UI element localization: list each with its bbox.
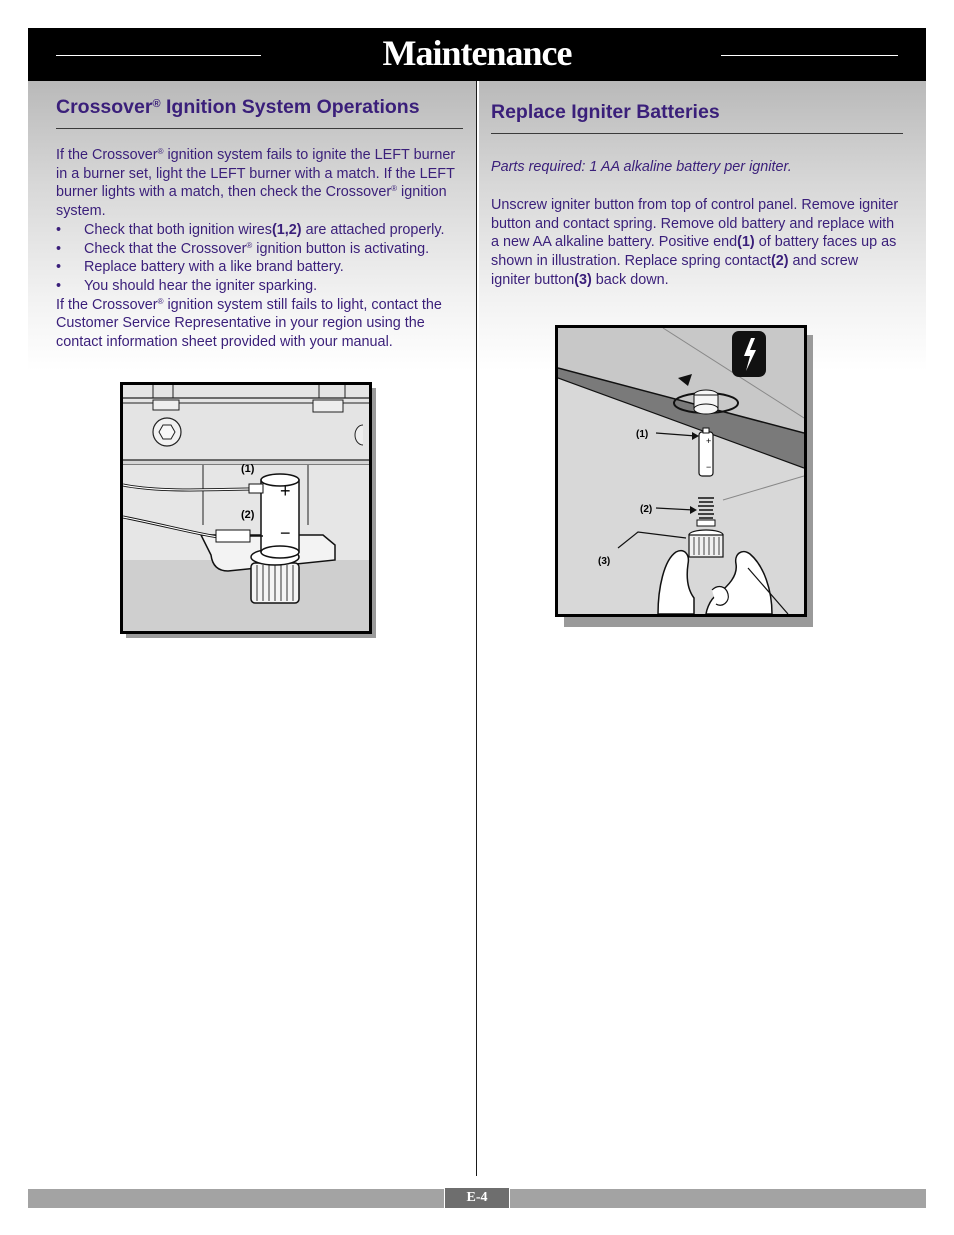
- heading-text: Crossover: [56, 96, 153, 118]
- plus-symbol: +: [706, 436, 712, 446]
- figure-label-2: (2): [640, 504, 653, 515]
- figure-label-1: (1): [241, 463, 255, 475]
- figure-frame: [120, 382, 372, 634]
- intro-paragraph: If the Crossover® ignition system fails to ignite the LEFT burner in a burner set, light the LEFT burner with a match. If the LEFT burner lights with a match, then check the Crossover® ignition system.: [56, 147, 456, 220]
- list-item: • Replace battery with a like brand battery.: [56, 258, 466, 277]
- check-list: [56, 221, 466, 296]
- minus-symbol: −: [280, 523, 291, 543]
- left-section-heading: [56, 96, 420, 119]
- column-divider: [476, 81, 477, 1176]
- replace-instructions: Unscrew igniter button from top of control panel. Remove igniter button and contact spring. Remove old battery and replace with a new AA alkaline battery. Positive end(1) of battery faces up as shown in illustration. Replace spring contact(2) and screw igniter button(3) back down.: [491, 197, 899, 288]
- figure-frame: [555, 325, 807, 617]
- figure-label-1: (1): [636, 429, 649, 440]
- figure-label-3: (3): [598, 556, 611, 567]
- minus-symbol: −: [706, 462, 712, 472]
- heading-text: Ignition System Operations: [160, 96, 420, 118]
- left-body: [56, 146, 466, 352]
- list-item: • You should hear the igniter sparking.: [56, 277, 466, 296]
- page-title: Maintenance: [382, 33, 572, 73]
- page-number: E-4: [444, 1187, 510, 1209]
- plus-symbol: +: [280, 481, 291, 501]
- page-header: [28, 28, 926, 81]
- figure-label-2: (2): [241, 509, 255, 521]
- registered-mark: ®: [152, 98, 161, 110]
- outro-paragraph: If the Crossover® ignition system still fails to light, contact the Customer Service Representative in your region using the contact information sheet provided with your manual.: [56, 296, 442, 351]
- right-heading-rule: [491, 133, 903, 134]
- list-item: • Check that both ignition wires(1,2) are attached properly.: [56, 221, 466, 240]
- parts-required: Parts required: 1 AA alkaline battery per igniter.: [491, 159, 792, 175]
- battery-replacement-illustration: [555, 325, 813, 627]
- right-section-heading: Replace Igniter Batteries: [491, 101, 720, 123]
- left-heading-rule: [56, 128, 463, 129]
- crossover-igniter-illustration: [120, 382, 376, 638]
- header-rule-right: [721, 55, 898, 56]
- list-item: • Check that the Crossover® ignition button is activating.: [56, 240, 466, 259]
